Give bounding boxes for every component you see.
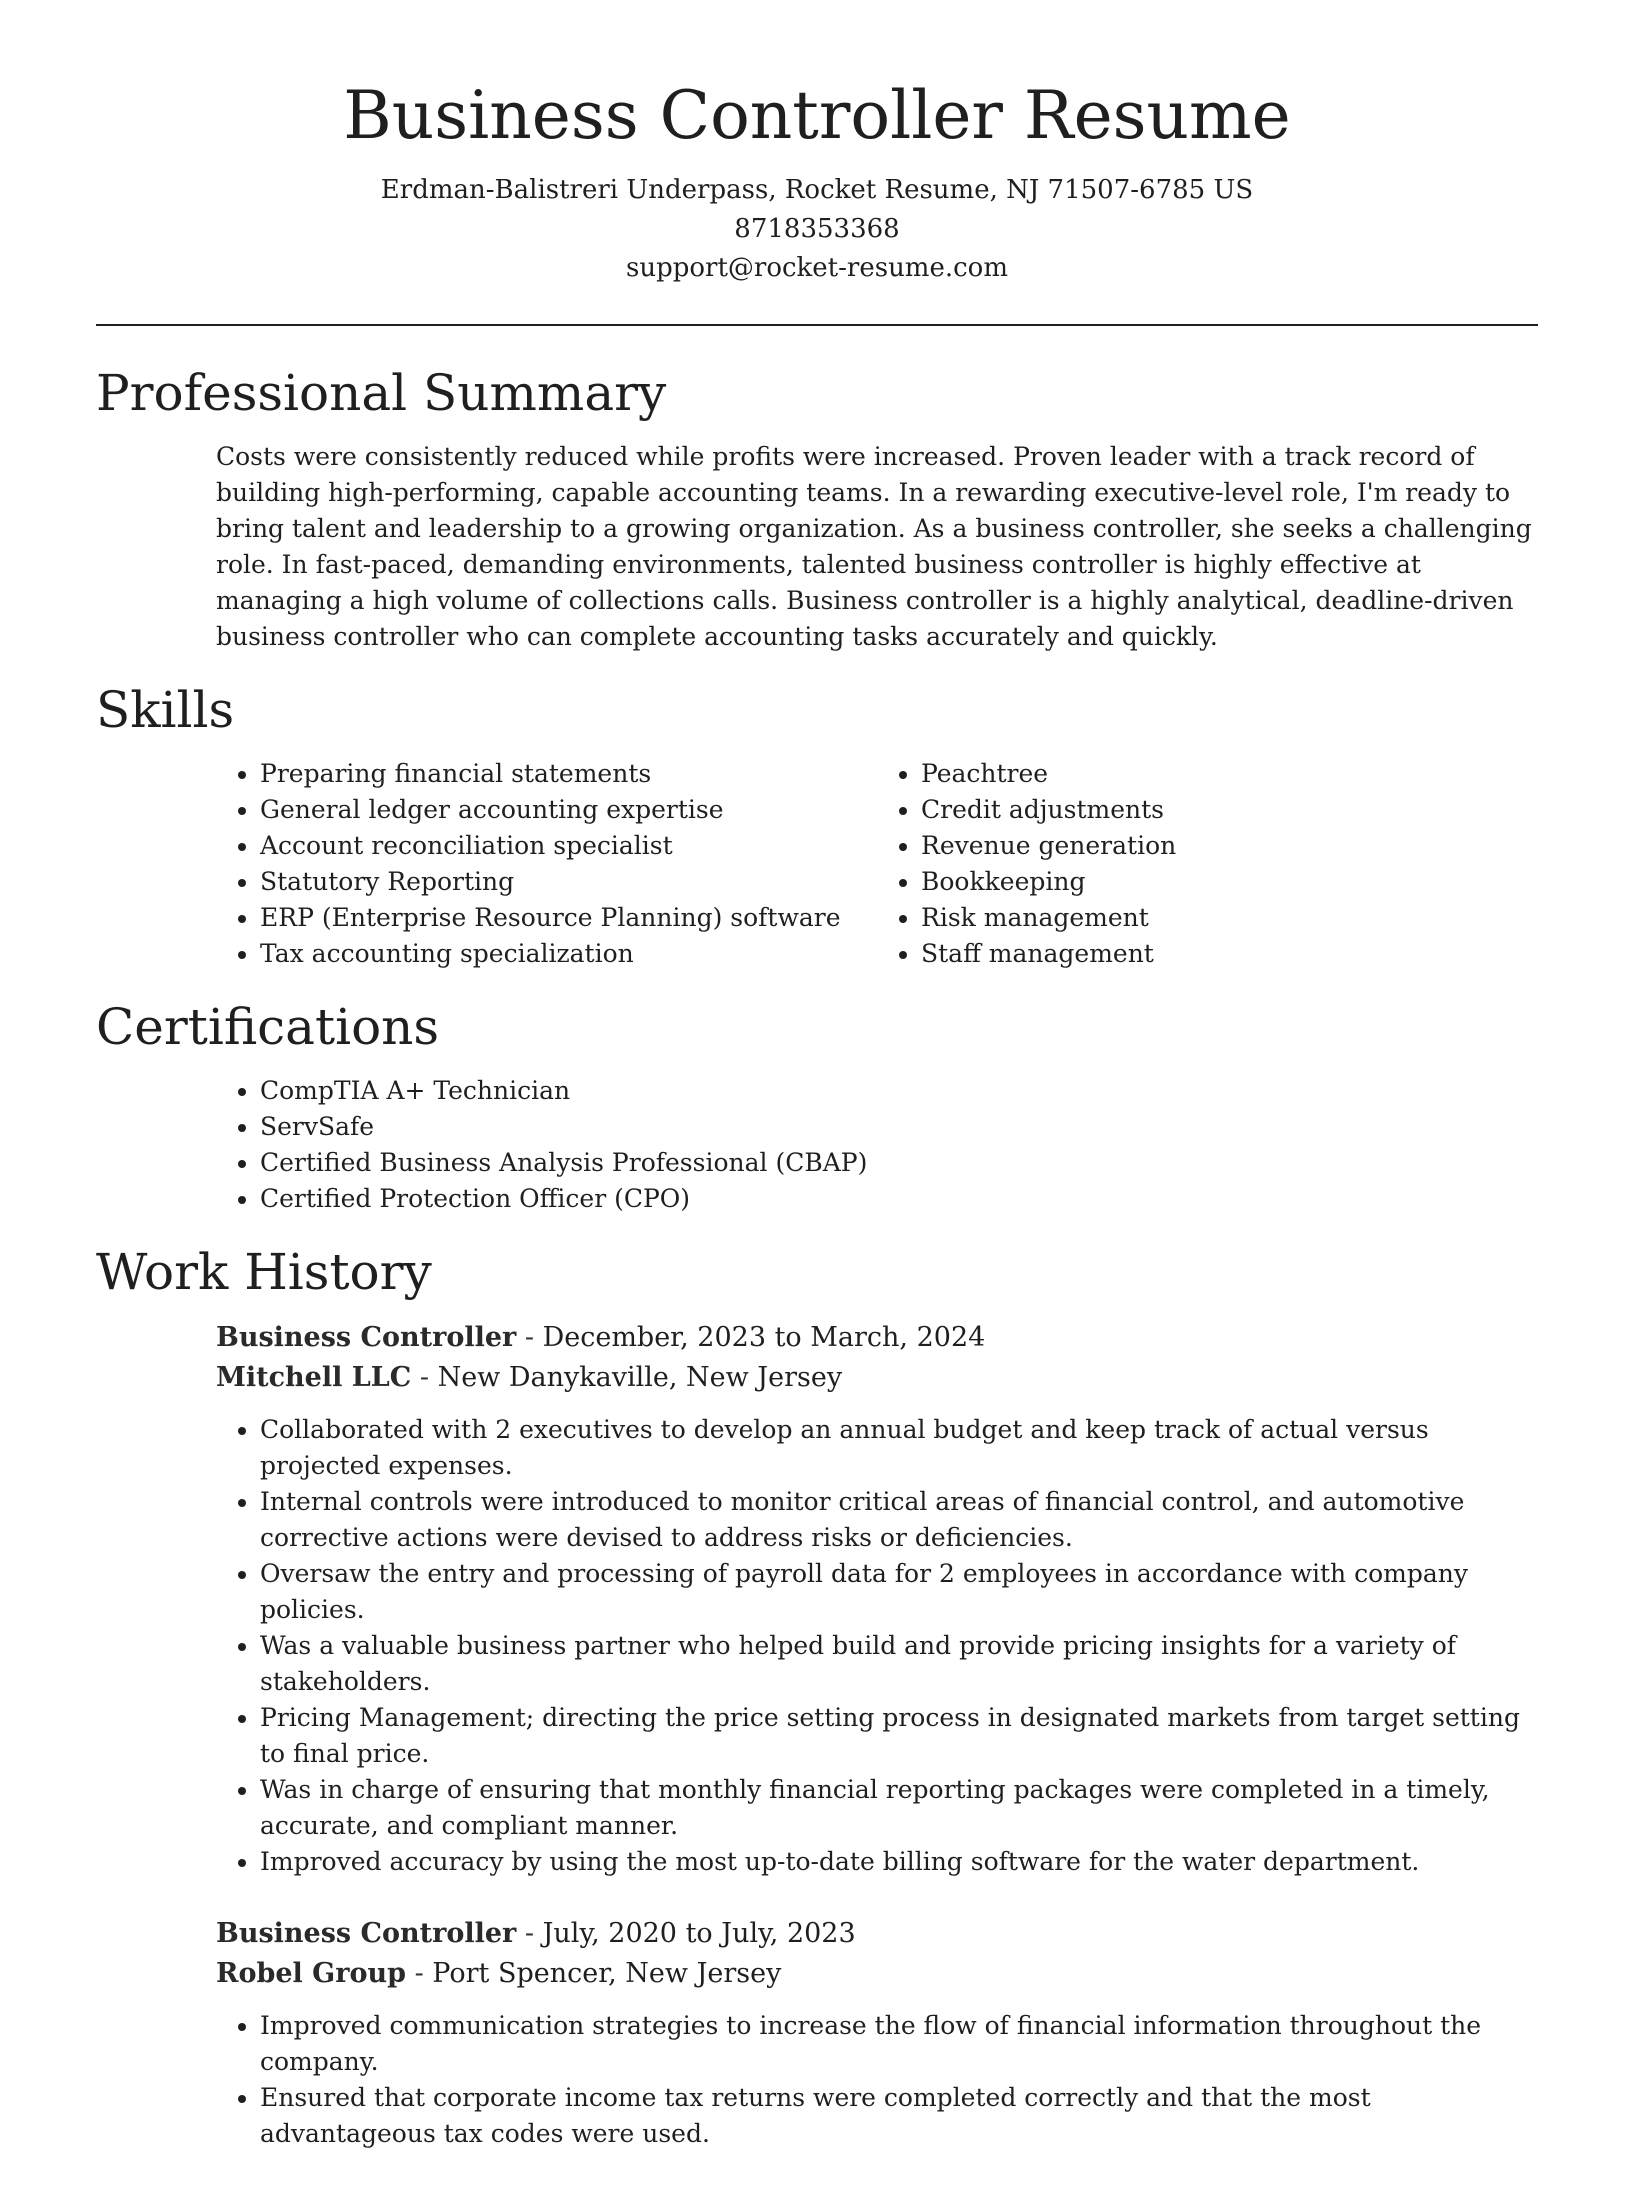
certification-item: • CompTIA A+ Technician <box>260 1073 1538 1109</box>
job-title: Business Controller <box>216 1321 517 1353</box>
job-company-line <box>216 1358 1538 1398</box>
job-dates: July, 2020 to July, 2023 <box>542 1917 856 1949</box>
header-divider <box>96 324 1538 326</box>
certifications-heading: Certifications <box>96 997 440 1056</box>
job-location: Port Spencer, New Jersey <box>432 1957 782 1989</box>
separator: - <box>419 1361 438 1393</box>
skill-item: • Preparing financial statements <box>260 756 877 792</box>
job-title-line <box>216 1914 1538 1954</box>
job-bullets <box>216 1412 1538 1880</box>
skill-item: • Revenue generation <box>921 828 1538 864</box>
skills-heading: Skills <box>96 680 235 739</box>
skills-column-left <box>216 756 877 972</box>
job-bullet: • Pricing Management; directing the price setting process in designated markets from target setting to final price. <box>260 1700 1538 1772</box>
separator: - <box>524 1917 543 1949</box>
job-entry <box>216 1914 1538 2152</box>
skill-item: • Credit adjustments <box>921 792 1538 828</box>
skills-list <box>216 756 1538 972</box>
skill-item: • Staff management <box>921 936 1538 972</box>
contact-phone: 8718353368 <box>734 213 900 244</box>
job-company: Robel Group <box>216 1957 406 1989</box>
job-bullet: • Oversaw the entry and processing of payroll data for 2 employees in accordance with company policies. <box>260 1556 1538 1628</box>
skill-item: • Tax accounting specialization <box>260 936 877 972</box>
work-history-heading: Work History <box>96 1242 432 1301</box>
certification-item: • Certified Protection Officer (CPO) <box>260 1181 1538 1217</box>
job-bullet: • Was in charge of ensuring that monthly financial reporting packages were completed in a timely, accurate, and compliant manner. <box>260 1772 1538 1844</box>
job-bullet: • Collaborated with 2 executives to develop an annual budget and keep track of actual versus projected expenses. <box>260 1412 1538 1484</box>
skill-item: • General ledger accounting expertise <box>260 792 877 828</box>
certification-item: • ServSafe <box>260 1109 1538 1145</box>
separator: - <box>414 1957 433 1989</box>
skill-item: • ERP (Enterprise Resource Planning) software <box>260 900 877 936</box>
job-bullet: • Improved communication strategies to increase the flow of financial information throughout the company. <box>260 2008 1538 2080</box>
job-bullet: • Was a valuable business partner who helped build and provide pricing insights for a variety of stakeholders. <box>260 1628 1538 1700</box>
summary-heading: Professional Summary <box>96 363 667 422</box>
job-bullets <box>216 2008 1538 2152</box>
skills-column-right <box>877 756 1538 972</box>
contact-block <box>96 171 1538 288</box>
skill-item: • Peachtree <box>921 756 1538 792</box>
job-location: New Danykaville, New Jersey <box>437 1361 843 1393</box>
resume-title: Business Controller Resume <box>343 77 1291 154</box>
contact-email: support@rocket-resume.com <box>625 252 1008 283</box>
job-title-line <box>216 1318 1538 1358</box>
skill-item: • Account reconciliation specialist <box>260 828 877 864</box>
contact-address: Erdman-Balistreri Underpass, Rocket Resume, NJ 71507-6785 US <box>380 174 1254 205</box>
separator: - <box>524 1321 543 1353</box>
certifications-list <box>216 1073 1538 1217</box>
resume-page <box>96 77 1538 2186</box>
skill-item: • Bookkeeping <box>921 864 1538 900</box>
job-bullet: • Improved accuracy by using the most up-to-date billing software for the water department. <box>260 1844 1538 1880</box>
skill-item: • Statutory Reporting <box>260 864 877 900</box>
certifications-ul <box>216 1073 1538 1217</box>
summary-text: Costs were consistently reduced while profits were increased. Proven leader with a track record of building high-performing, capable accounting teams. In a rewarding executive-level role, I'm ready to bring talent and leadership to a growing organization. As a business controller, she seeks a challenging role. In fast-paced, demanding environments, talented business controller is highly effective at managing a high volume of collections calls. Business controller is a highly analytical, deadline-driven business controller who can complete accounting tasks accurately and quickly. <box>216 441 1532 651</box>
job-bullet: • Ensured that corporate income tax returns were completed correctly and that the most advantageous tax codes were used. <box>260 2080 1538 2152</box>
certification-item: • Certified Business Analysis Professional (CBAP) <box>260 1145 1538 1181</box>
skill-item: • Risk management <box>921 900 1538 936</box>
job-dates: December, 2023 to March, 2024 <box>542 1321 986 1353</box>
job-company-line <box>216 1954 1538 1994</box>
job-bullet: • Internal controls were introduced to monitor critical areas of financial control, and automotive corrective actions were devised to address risks or deficiencies. <box>260 1484 1538 1556</box>
job-company: Mitchell LLC <box>216 1361 412 1393</box>
job-entry <box>216 1318 1538 1880</box>
job-title: Business Controller <box>216 1917 517 1949</box>
